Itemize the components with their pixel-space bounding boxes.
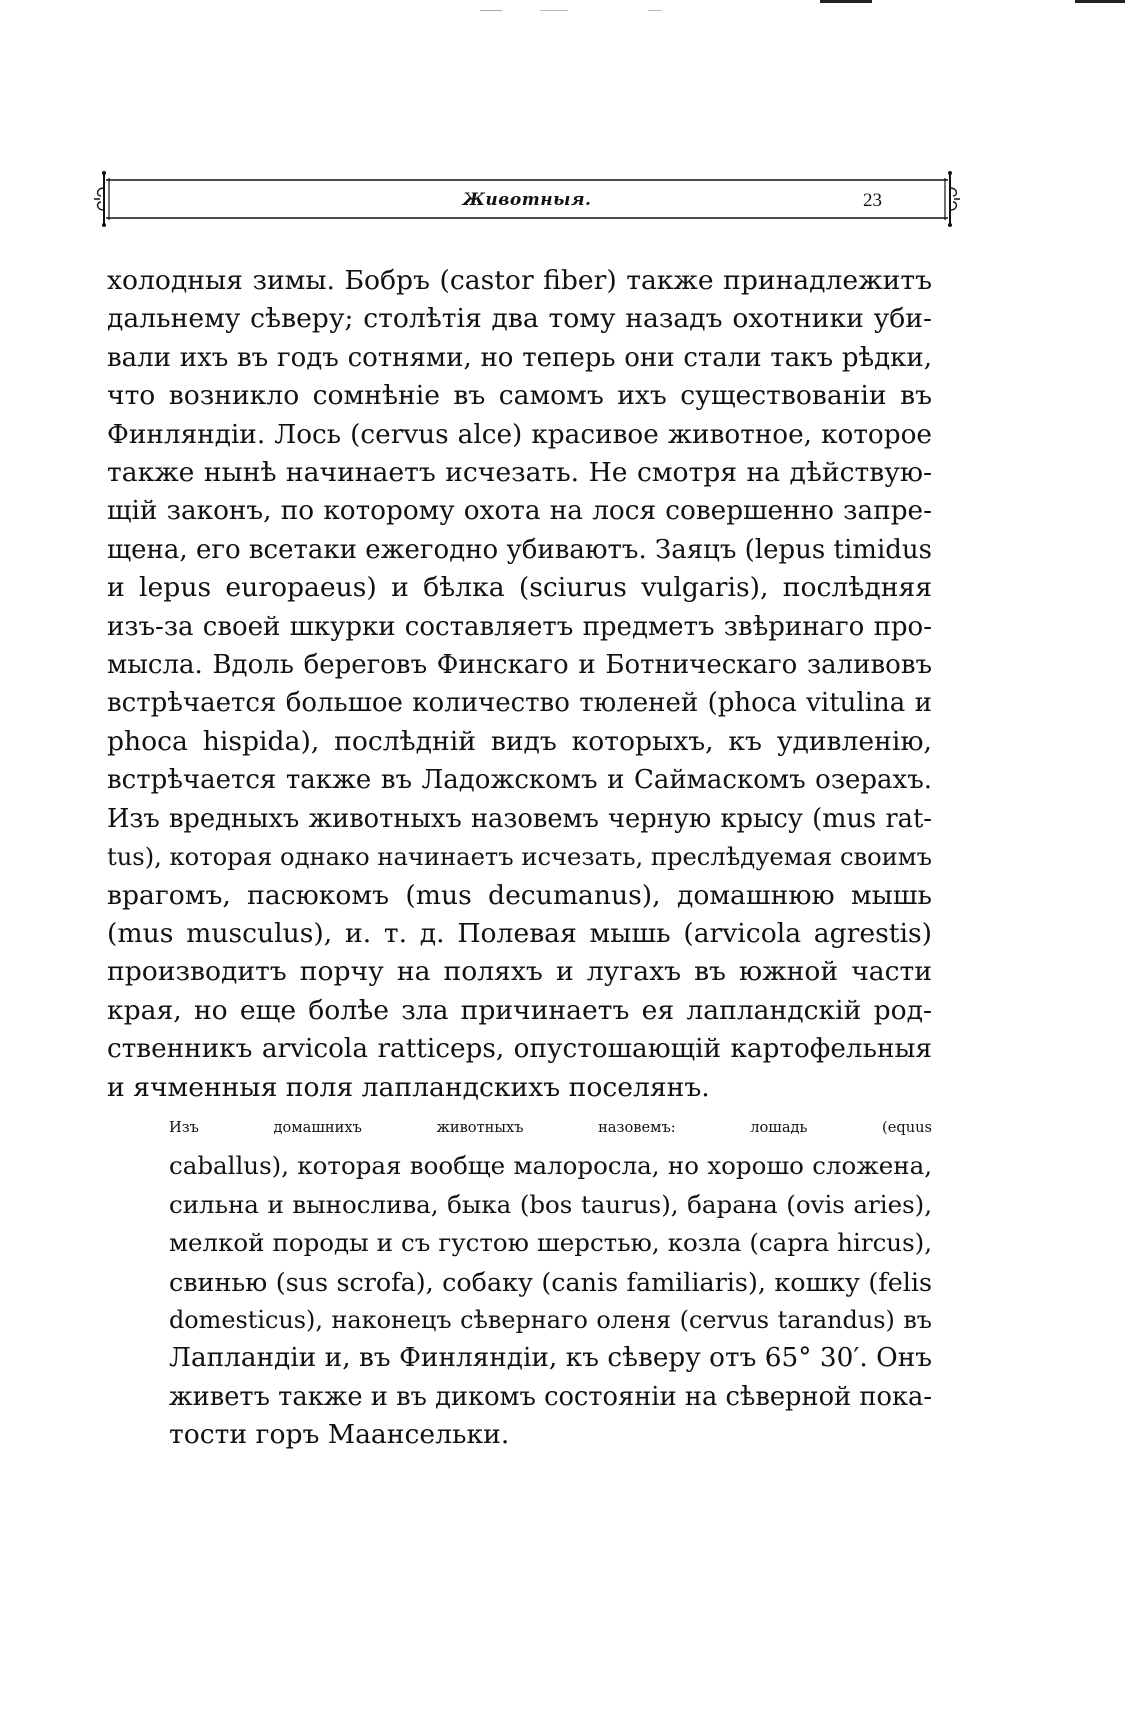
- text-line: вали ихъ въ годъ сотнями, но теперь они стали такъ рѣдки,: [107, 342, 932, 373]
- text-line: tus), которая однако начинаетъ исчезать, преслѣдуемая своимъ: [107, 843, 932, 872]
- paragraph-1: [107, 262, 932, 1107]
- text-line: caballus), которая вообще малоросла, но хорошо сложена,: [169, 1151, 932, 1181]
- text-line: ственникъ arvicola ratticeps, опустошающій картофельныя: [107, 1034, 932, 1065]
- text-line: Финляндіи. Лось (cervus alce) красивое животное, которое: [107, 419, 932, 450]
- text-line: врагомъ, пасюкомъ (mus decumanus), домашнюю мышь: [107, 879, 932, 911]
- text-line: сильна и вынослива, быка (bos taurus), барана (ovis aries),: [169, 1189, 932, 1219]
- text-line: также нынѣ начинаетъ исчезать. Не смотря на дѣйствую-: [107, 457, 932, 489]
- text-line: щій законъ, по которому охота на лося совершенно запре-: [107, 496, 932, 527]
- running-header: [92, 168, 962, 230]
- body-text: [107, 262, 932, 1455]
- text-line: phoca hispida), послѣдній видъ которыхъ, къ удивленію,: [107, 725, 932, 757]
- text-line: и ячменныя поля лапландскихъ поселянъ.: [107, 1071, 710, 1103]
- text-line: мелкой породы и съ густою шерстью, козла (capra hircus),: [169, 1228, 932, 1258]
- text-line: мысла. Вдоль береговъ Финскаго и Ботническаго заливовъ: [107, 650, 932, 681]
- text-line: изъ-за своей шкурки составляетъ предметъ звѣринаго про-: [107, 611, 932, 642]
- text-line: холодныя зимы. Бобръ (castor fiber) также принадлежитъ: [107, 265, 932, 296]
- text-line: и lepus europaeus) и бѣлка (sciurus vulgaris), послѣдняя: [107, 572, 932, 604]
- text-line: встрѣчается также въ Ладожскомъ и Саймаскомъ озерахъ.: [107, 765, 932, 796]
- text-line: (mus musculus), и. т. д. Полевая мышь (arvicola agrestis): [107, 917, 932, 949]
- text-line: живетъ также и въ дикомъ состояніи на сѣверной пока-: [169, 1381, 932, 1412]
- scan-artifacts: [0, 0, 1140, 30]
- text-line: что возникло сомнѣніе въ самомъ ихъ существованіи въ: [107, 380, 932, 412]
- text-line: встрѣчается большое количество тюленей (phoca vitulina и: [107, 688, 932, 719]
- text-line: щена, его всетаки ежегодно убиваютъ. Заяцъ (lepus timidus: [107, 534, 932, 565]
- text-line: свинью (sus scrofa), собаку (canis familiaris), кошку (felis: [169, 1266, 932, 1297]
- text-line: производитъ порчу на поляхъ и лугахъ въ южной части: [107, 956, 932, 988]
- text-line: domesticus), наконецъ сѣвернаго оленя (cervus tarandus) въ: [169, 1305, 932, 1334]
- text-line: Изъ домашнихъ животныхъ назовемъ: лошадь (equus: [169, 1118, 932, 1136]
- page-number: 23: [863, 190, 882, 211]
- text-line: дальнему сѣверу; столѣтія два тому назадъ охотники уби-: [107, 303, 932, 335]
- text-line: Изъ вредныхъ животныхъ назовемъ черную крысу (mus rat-: [107, 803, 932, 834]
- text-line: Лапландіи и, въ Финляндіи, къ сѣверу отъ 65° 30′. Онъ: [169, 1343, 932, 1374]
- text-line: края, но еще болѣе зла причинаетъ ея лапландскій род-: [107, 994, 932, 1026]
- text-line: тости горъ Маансельки.: [169, 1419, 510, 1451]
- running-header-title: Животныя.: [462, 190, 592, 210]
- paragraph-2: [107, 1109, 932, 1455]
